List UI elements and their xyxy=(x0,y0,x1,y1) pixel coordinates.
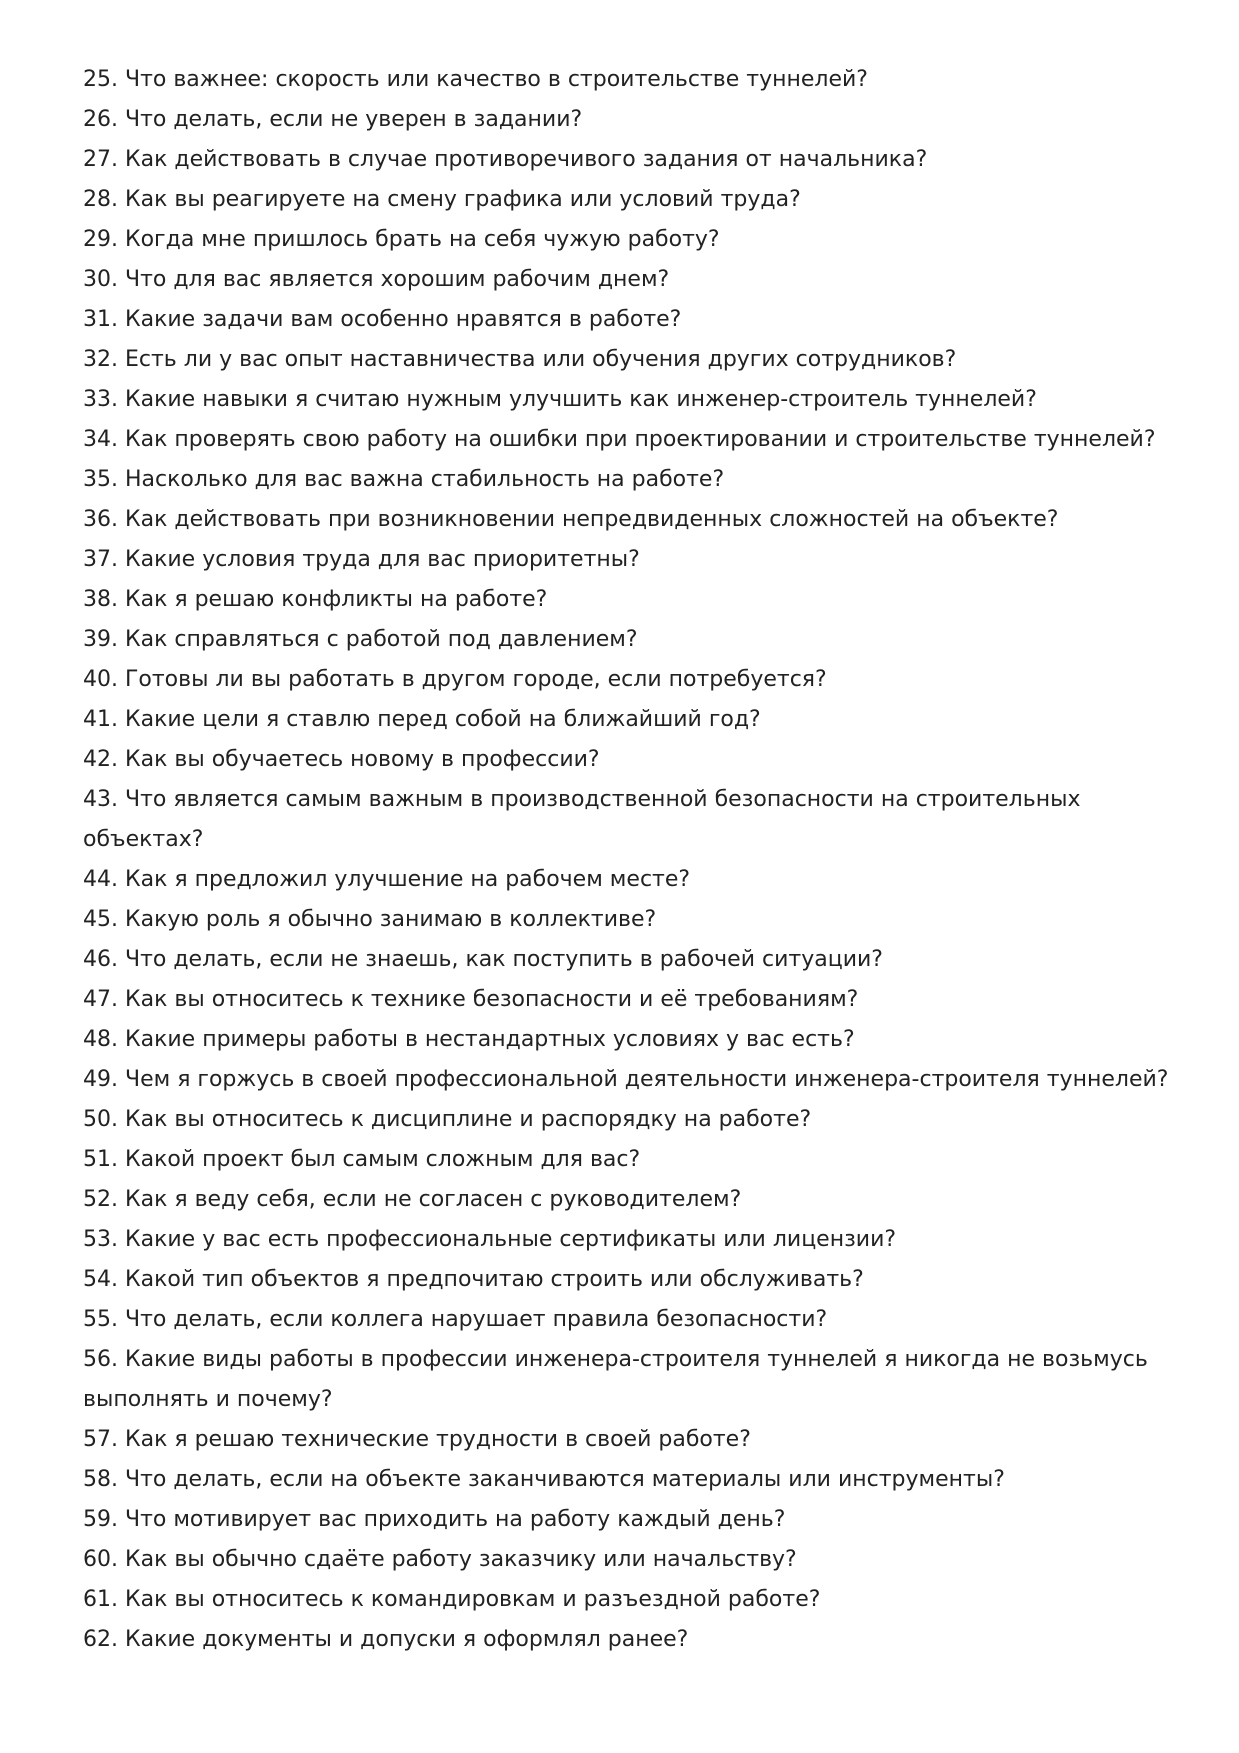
list-item: 45. Какую роль я обычно занимаю в коллективе? xyxy=(83,907,657,932)
question-list xyxy=(83,60,1173,1660)
list-item: 55. Что делать, если коллега нарушает правила безопасности? xyxy=(83,1307,828,1332)
list-item: 61. Как вы относитесь к командировкам и разъездной работе? xyxy=(83,1587,821,1612)
list-item: 36. Как действовать при возникновении непредвиденных сложностей на объекте? xyxy=(83,507,1059,532)
list-item: 35. Насколько для вас важна стабильность на работе? xyxy=(83,467,725,492)
list-item: 39. Как справляться с работой под давлением? xyxy=(83,627,638,652)
list-item: 32. Есть ли у вас опыт наставничества или обучения других сотрудников? xyxy=(83,347,957,372)
list-item: 37. Какие условия труда для вас приоритетны? xyxy=(83,547,640,572)
list-item: 41. Какие цели я ставлю перед собой на ближайший год? xyxy=(83,707,761,732)
list-item: 47. Как вы относитесь к технике безопасности и её требованиям? xyxy=(83,987,859,1012)
list-item: 31. Какие задачи вам особенно нравятся в работе? xyxy=(83,307,682,332)
list-item: 38. Как я решаю конфликты на работе? xyxy=(83,587,548,612)
list-item: 62. Какие документы и допуски я оформлял ранее? xyxy=(83,1627,689,1652)
list-item: 54. Какой тип объектов я предпочитаю строить или обслуживать? xyxy=(83,1267,864,1292)
list-item: 57. Как я решаю технические трудности в своей работе? xyxy=(83,1427,751,1452)
list-item: 30. Что для вас является хорошим рабочим днем? xyxy=(83,267,670,292)
list-item: 49. Чем я горжусь в своей профессиональной деятельности инженера-строителя туннелей? xyxy=(83,1067,1169,1092)
list-item: 52. Как я веду себя, если не согласен с руководителем? xyxy=(83,1187,742,1212)
list-item: 25. Что важнее: скорость или качество в строительстве туннелей? xyxy=(83,67,868,92)
list-item: 29. Когда мне пришлось брать на себя чужую работу? xyxy=(83,227,720,252)
list-item: 53. Какие у вас есть профессиональные сертификаты или лицензии? xyxy=(83,1227,897,1252)
list-item: 40. Готовы ли вы работать в другом городе, если потребуется? xyxy=(83,667,827,692)
list-item: 58. Что делать, если на объекте заканчиваются материалы или инструменты? xyxy=(83,1467,1005,1492)
list-item: 48. Какие примеры работы в нестандартных условиях у вас есть? xyxy=(83,1027,855,1052)
list-item: 42. Как вы обучаетесь новому в профессии? xyxy=(83,747,600,772)
list-item: 51. Какой проект был самым сложным для вас? xyxy=(83,1147,641,1172)
list-item: 60. Как вы обычно сдаёте работу заказчику или начальству? xyxy=(83,1547,797,1572)
list-item: 59. Что мотивирует вас приходить на работу каждый день? xyxy=(83,1507,786,1532)
list-item: 33. Какие навыки я считаю нужным улучшить как инженер-строитель туннелей? xyxy=(83,387,1037,412)
list-item: 34. Как проверять свою работу на ошибки при проектировании и строительстве туннелей? xyxy=(83,427,1156,452)
list-item: 46. Что делать, если не знаешь, как поступить в рабочей ситуации? xyxy=(83,947,883,972)
list-item: 44. Как я предложил улучшение на рабочем месте? xyxy=(83,867,691,892)
list-item: 50. Как вы относитесь к дисциплине и распорядку на работе? xyxy=(83,1107,812,1132)
list-item: 28. Как вы реагируете на смену графика или условий труда? xyxy=(83,187,801,212)
list-item: 56. Какие виды работы в профессии инженера-строителя туннелей я никогда не возьмусь выполнять и почему? xyxy=(83,1347,1148,1412)
list-item: 43. Что является самым важным в производственной безопасности на строительных объектах? xyxy=(83,787,1081,852)
list-item: 27. Как действовать в случае противоречивого задания от начальника? xyxy=(83,147,928,172)
list-item: 26. Что делать, если не уверен в задании? xyxy=(83,107,583,132)
